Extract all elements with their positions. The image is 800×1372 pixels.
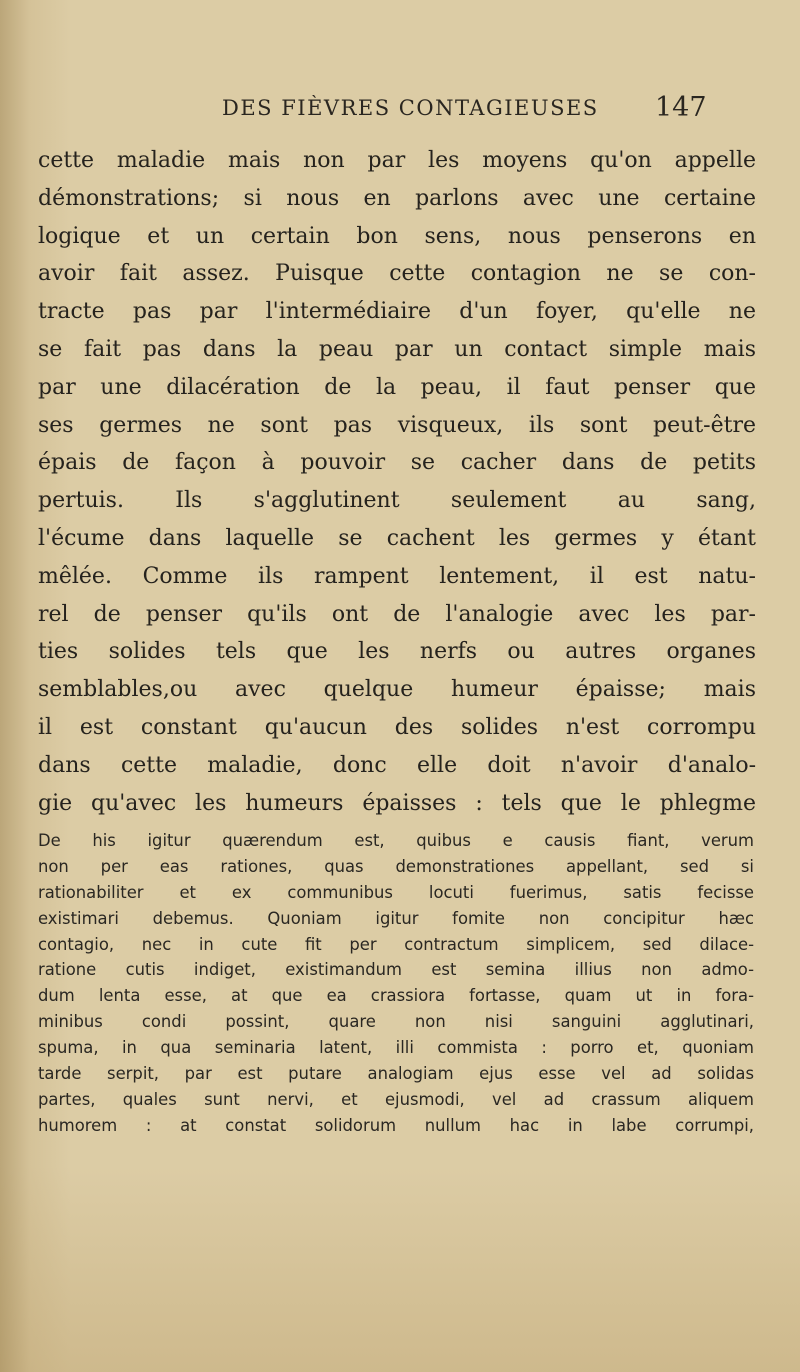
french-line-10: pertuis. Ils s'agglutinent seulement au sang, bbox=[38, 488, 756, 514]
french-line-12: mêlée. Comme ils rampent lentement, il est natu- bbox=[38, 563, 756, 589]
french-line-16: il est constant qu'aucun des solides n'est corrompu bbox=[38, 714, 756, 740]
french-line-18: gie qu'avec les humeurs épaisses : tels que le phlegme bbox=[38, 790, 756, 816]
french-line-17: dans cette maladie, donc elle doit n'avoir d'analo- bbox=[38, 752, 756, 778]
latin-line-7: dum lenta esse, at que ea crassiora fortasse, quam ut in fora- bbox=[38, 986, 754, 1006]
french-line-15: semblables,ou avec quelque humeur épaisse; mais bbox=[38, 677, 756, 703]
latin-line-5: contagio, nec in cute fit per contractum simplicem, sed dilace- bbox=[38, 934, 754, 954]
running-title: DES FIÈVRES CONTAGIEUSES bbox=[222, 96, 599, 120]
latin-line-9: spuma, in qua seminaria latent, illi commista : porro et, quoniam bbox=[38, 1038, 754, 1058]
french-line-2: démonstrations; si nous en parlons avec une certaine bbox=[38, 185, 756, 211]
page-header bbox=[0, 92, 800, 126]
french-line-4: avoir fait assez. Puisque cette contagion ne se con- bbox=[38, 261, 756, 287]
french-line-1: cette maladie mais non par les moyens qu'on appelle bbox=[38, 148, 756, 173]
french-line-5: tracte pas par l'intermédiaire d'un foyer, qu'elle ne bbox=[38, 299, 756, 325]
french-line-9: épais de façon à pouvoir se cacher dans de petits bbox=[38, 450, 756, 476]
latin-line-4: existimari debemus. Quoniam igitur fomite non concipitur hæc bbox=[38, 908, 754, 928]
french-line-14: ties solides tels que les nerfs ou autres organes bbox=[38, 639, 756, 665]
french-line-8: ses germes ne sont pas visqueux, ils sont peut-être bbox=[38, 412, 756, 438]
french-line-7: par une dilacération de la peau, il faut penser que bbox=[38, 374, 756, 400]
french-translation-paragraph bbox=[38, 142, 756, 822]
latin-line-8: minibus condi possint, quare non nisi sanguini agglutinari, bbox=[38, 1012, 754, 1032]
latin-line-12: humorem : at constat solidorum nullum hac in labe corrumpi, bbox=[38, 1115, 754, 1135]
latin-line-2: non per eas rationes, quas demonstrationes appellant, sed si bbox=[38, 856, 754, 876]
french-line-13: rel de penser qu'ils ont de l'analogie avec les par- bbox=[38, 601, 756, 627]
latin-line-3: rationabiliter et ex communibus locuti fuerimus, satis fecisse bbox=[38, 882, 754, 902]
french-line-3: logique et un certain bon sens, nous penserons en bbox=[38, 223, 756, 249]
latin-line-6: ratione cutis indiget, existimandum est semina illius non admo- bbox=[38, 960, 754, 980]
french-line-6: se fait pas dans la peau par un contact simple mais bbox=[38, 336, 756, 362]
french-line-11: l'écume dans laquelle se cachent les germes y étant bbox=[38, 525, 756, 551]
latin-line-1: De his igitur quærendum est, quibus e causis fiant, verum bbox=[38, 831, 754, 850]
latin-line-10: tarde serpit, par est putare analogiam ejus esse vel ad solidas bbox=[38, 1064, 754, 1084]
latin-line-11: partes, quales sunt nervi, et ejusmodi, vel ad crassum aliquem bbox=[38, 1089, 754, 1109]
latin-original-footnote bbox=[38, 828, 754, 1139]
page-number: 147 bbox=[655, 92, 707, 123]
